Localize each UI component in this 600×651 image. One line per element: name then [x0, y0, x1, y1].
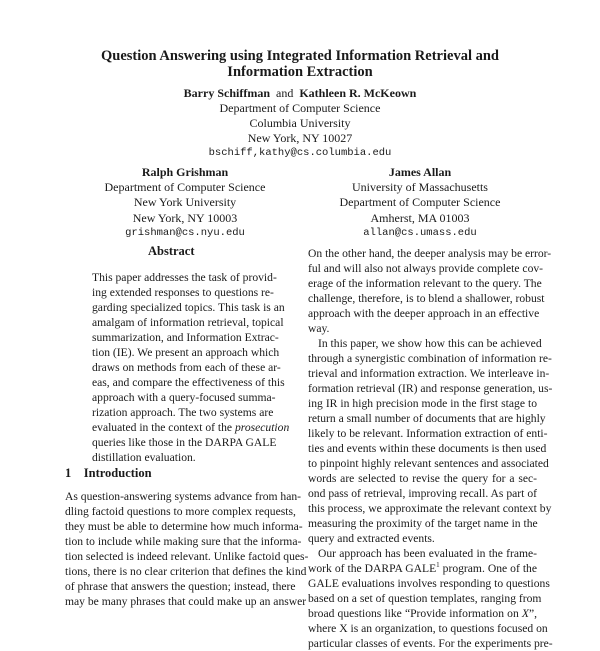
text-line: Our approach has been evaluated in the frame- [318, 547, 537, 560]
text-segment: broad questions like “Provide information on [308, 607, 522, 620]
section-title: Introduction [83, 466, 152, 480]
text-line: based on a set of question templates, ranging from [308, 592, 542, 605]
author-conjunction: and [276, 86, 294, 100]
text-line: On the other hand, the deeper analysis may be error- [308, 247, 552, 260]
author-block-top [0, 86, 600, 161]
author-email: grishman@cs.nyu.edu [125, 226, 245, 239]
italic-text: prosecution [234, 421, 290, 434]
text-segment: evaluated in the context of the [92, 421, 235, 434]
abstract-body [92, 270, 290, 465]
text-line: In this paper, we show how this can be achieved [318, 337, 542, 350]
text-line: challenge, therefore, is to blend a shallower, robust [308, 292, 545, 305]
text-line: through a synergistic combination of information re- [308, 352, 552, 365]
text-segment: ”, [528, 607, 537, 620]
text-line: likely to be relevant. Information extraction of enti- [308, 427, 548, 440]
affiliation-line: New York, NY 10003 [132, 210, 238, 225]
author-name: Ralph Grishman [141, 165, 229, 179]
text-line: they must be able to determine how much informa- [65, 520, 303, 533]
author-name: James Allan [388, 165, 452, 179]
text-line: particular classes of events. For the experiments pre- [308, 637, 553, 650]
paper-title-line-2: Information Extraction [227, 64, 373, 80]
text-line: this process, we approximate the relevant context by [308, 502, 552, 515]
text-line: to pinpoint highly relevant sentences and associated [308, 457, 549, 470]
affiliation-line: New York University [133, 195, 237, 210]
introduction-body [65, 489, 309, 609]
text-line: of phrase that answers the question; instead, there [65, 580, 296, 593]
text-line: may be many phrases that could make up an answer [65, 595, 307, 608]
author-block-right [310, 165, 530, 241]
text-line: dling factoid questions to more complex requests, [65, 505, 296, 518]
text-line: As question-answering systems advance from han- [65, 490, 302, 503]
text-segment: work of the DARPA GALE [308, 562, 437, 575]
affiliation-line: University of Massachusetts [352, 180, 488, 195]
author-name: Barry Schiffman [183, 86, 270, 100]
text-line: approach with the deeper approach in an effective [308, 307, 540, 320]
text-line: return a small number of documents that are highly [308, 412, 546, 425]
section-number: 1 [65, 466, 72, 480]
text-line [92, 420, 290, 435]
text-line: queries like those in the DARPA GALE [92, 436, 277, 449]
right-column-body [308, 246, 553, 651]
text-line [308, 606, 537, 621]
author-email: allan@cs.umass.edu [363, 226, 477, 239]
text-line: ing IR in high precision mode in the first stage to [308, 397, 537, 410]
text-line: eas, and compare the effectiveness of this [92, 376, 285, 389]
affiliation-line: Department of Computer Science [104, 180, 266, 195]
affiliation-line: Columbia University [249, 116, 351, 130]
text-line: way. [308, 322, 330, 335]
affiliation-line: Department of Computer Science [339, 195, 501, 210]
paper-title-line-1: Question Answering using Integrated Information Retrieval and [101, 48, 499, 64]
author-name: Kathleen R. McKeown [299, 86, 417, 100]
text-line: measuring the proximity of the target name in the [308, 517, 538, 530]
text-line: trieval and information extraction. We interleave in- [308, 367, 550, 380]
text-line: This paper addresses the task of provid- [92, 271, 277, 284]
affiliation-line: Amherst, MA 01003 [370, 210, 470, 225]
text-line: GALE evaluations involves responding to questions [308, 577, 550, 590]
text-line: tion selected is indeed relevant. Unlike factoid ques- [65, 550, 309, 563]
text-line: ties and events within these documents is then used [308, 442, 547, 455]
text-line: draws on methods from each of these ar- [92, 361, 281, 374]
author-email: bschiff,kathy@cs.columbia.edu [208, 147, 392, 159]
text-line: summarization, and Information Extrac- [92, 331, 279, 344]
text-line: where X is an organization, to questions focused on [308, 622, 548, 635]
text-line: rization approach. The two systems are [92, 406, 274, 419]
abstract-heading: Abstract [148, 244, 195, 258]
text-line: formation retrieval (IR) and response generation, us- [308, 382, 553, 395]
section-heading-introduction [65, 466, 152, 481]
text-line: tion (IE). We present an approach which [92, 346, 280, 359]
italic-text: X [521, 607, 529, 620]
text-line: approach with a query-focused summa- [92, 391, 276, 404]
text-line [308, 561, 537, 576]
text-segment: program. One of the [439, 562, 537, 575]
text-line: tions, there is no clear criterion that defines the kind [65, 565, 307, 578]
text-line: ing extended responses to questions re- [92, 286, 274, 299]
footnote-marker: 1 [436, 561, 440, 570]
author-block-left [75, 165, 295, 241]
affiliation-line: New York, NY 10027 [247, 131, 353, 145]
text-line: distillation evaluation. [92, 451, 196, 464]
text-line: garding specialized topics. This task is an [92, 301, 285, 314]
text-line: erage of the information relevant to the query. The [308, 277, 542, 290]
text-line: words are selected to revise the query for a sec- [308, 472, 537, 485]
text-line: tion to include while making sure that the informa- [65, 535, 302, 548]
text-line: ful and will also not always provide complete cov- [308, 262, 544, 275]
text-line: amalgam of information retrieval, topical [92, 316, 284, 329]
affiliation-line: Department of Computer Science [219, 101, 381, 115]
text-line: query and extracted events. [308, 532, 435, 545]
text-line: ond pass of retrieval, improving recall. As part of [308, 487, 537, 500]
